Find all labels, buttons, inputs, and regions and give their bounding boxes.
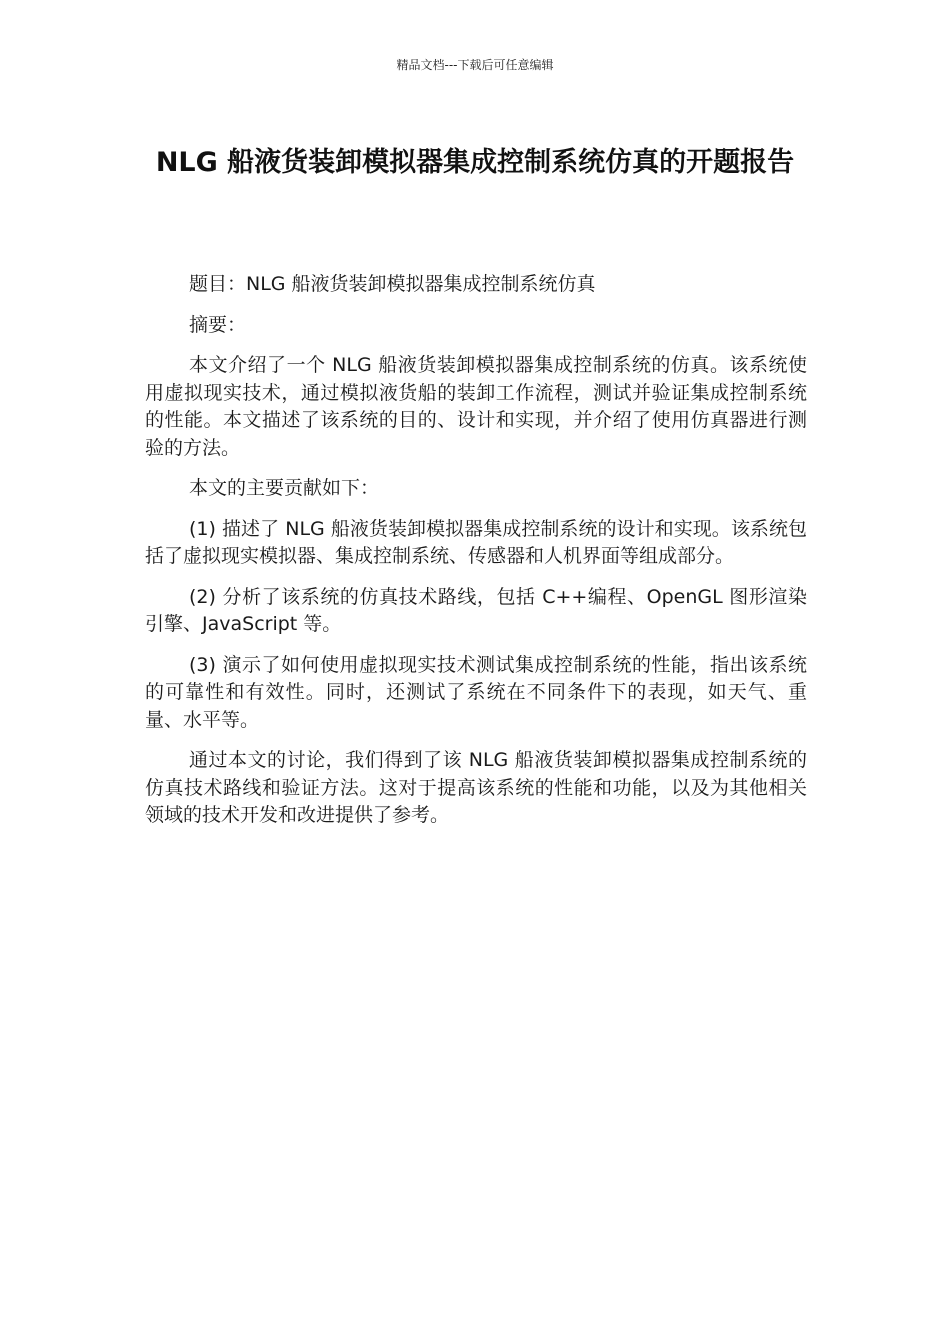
subject-line: 题目：NLG 船液货装卸模拟器集成控制系统仿真 xyxy=(189,273,596,295)
paragraph-conclusion: 通过本文的讨论，我们得到了该 NLG 船液货装卸模拟器集成控制系统的仿真技术路线和验证方法。这对于提高该系统的性能和功能，以及为其他相关领域的技术开发和改进提供了参考。 xyxy=(145,749,807,826)
paragraph-contribution-3: (3) 演示了如何使用虚拟现实技术测试集成控制系统的性能，指出该系统的可靠性和有效性。同时，还测试了系统在不同条件下的表现，如天气、重量、水平等。 xyxy=(145,653,807,731)
document-body xyxy=(145,271,807,843)
paragraph-contribution-2: (2) 分析了该系统的仿真技术路线，包括 C++编程、OpenGL 图形渲染引擎、JavaScript 等。 xyxy=(145,585,807,635)
paragraph-contribution-1: (1) 描述了 NLG 船液货装卸模拟器集成控制系统的设计和实现。该系统包括了虚拟现实模拟器、集成控制系统、传感器和人机界面等组成部分。 xyxy=(145,517,807,567)
abstract-label: 摘要： xyxy=(189,313,247,336)
document-title: NLG 船液货装卸模拟器集成控制系统仿真的开题报告 xyxy=(155,147,795,178)
paragraph-contributions-heading: 本文的主要贡献如下： xyxy=(189,477,380,499)
header-note: 精品文档---下载后可任意编辑 xyxy=(396,58,554,72)
paragraph-intro: 本文介绍了一个 NLG 船液货装卸模拟器集成控制系统的仿真。该系统使用虚拟现实技术，通过模拟液货船的装卸工作流程，测试并验证集成控制系统的性能。本文描述了该系统的目的、设计和实现，并介绍了使用仿真器进行测验的方法。 xyxy=(145,354,807,459)
